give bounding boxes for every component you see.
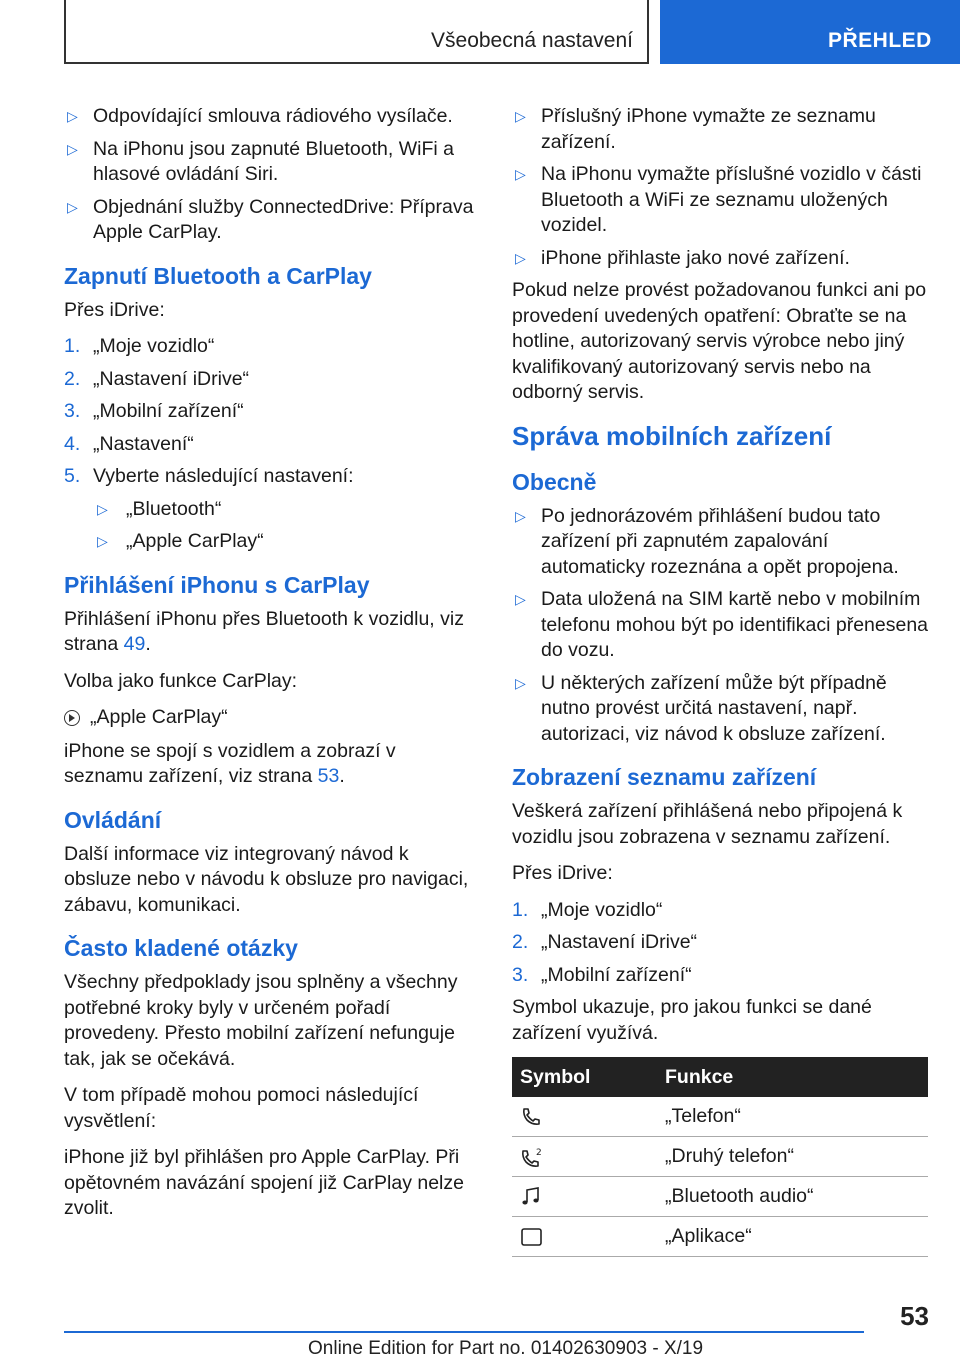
list-item: ▷ Objednání služby ConnectedDrive: Příprava Apple CarPlay. [67, 195, 474, 243]
list-item: ▷ Data uložená na SIM kartě nebo v mobilním telefonu mohou být po identifikaci přenesena do vozu. [515, 588, 929, 661]
via-idrive-label: Přes iDrive: [64, 298, 165, 321]
login-text: Přihlášení iPhonu přes Bluetooth k vozidlu, viz strana 49. [64, 607, 464, 655]
table-cell-function: „Druhý telefon“ [665, 1137, 928, 1177]
table-row [512, 1177, 928, 1217]
triangle-bullet-icon: ▷ [515, 249, 526, 266]
heading-device-list: Zobrazení seznamu zařízení [512, 764, 817, 790]
header-tab-box[interactable] [660, 0, 960, 64]
step-item: 3. „Mobilní zařízení“ [512, 963, 692, 986]
list-item: ▷ Po jednorázovém přihlášení budou tato zařízení při zapnutém zapalování automaticky rozeznána a opět propojena. [515, 504, 899, 578]
faq-paragraph: V tom případě mohou pomoci následující vysvětlení: [64, 1084, 419, 1132]
symbol-table [512, 1057, 928, 1257]
header-tab-overview[interactable]: PŘEHLED [828, 29, 932, 52]
table-row [512, 1217, 928, 1257]
list-item: ▷ Na iPhonu vymažte příslušné vozidlo v části Bluetooth a WiFi ze seznamu uložených vozidel. [515, 163, 922, 236]
header-section-title: Všeobecná nastavení [431, 29, 633, 52]
triangle-bullet-icon: ▷ [67, 198, 78, 215]
step-item: 1. „Moje vozidlo“ [512, 898, 663, 921]
fail-text: Pokud nelze provést požadovanou funkci ani po provedení uvedených opatření: Obraťte se na hotline, autorizovaný servis výrobce nebo jiný kvalifikovaný autorizovaný servis nebo na odborný servis. [512, 279, 927, 403]
table-header-row [512, 1057, 928, 1097]
table-cell-function: „Aplikace“ [665, 1217, 928, 1257]
step-item: 2. „Nastavení iDrive“ [64, 367, 250, 390]
symbol-text: Symbol ukazuje, pro jakou funkci se dané zařízení využívá. [512, 996, 872, 1044]
heading-bluetooth-carplay: Zapnutí Bluetooth a CarPlay [64, 262, 372, 289]
list-item: ▷ iPhone přihlaste jako nové zařízení. [512, 246, 928, 272]
substep-item: ▷ „Apple CarPlay“ [64, 529, 474, 555]
list-item: ▷ Na iPhonu jsou zapnuté Bluetooth, WiFi a hlasové ovládání Siri. [67, 137, 454, 185]
triangle-bullet-icon: ▷ [515, 591, 526, 607]
table-cell-function: „Bluetooth audio“ [665, 1177, 928, 1217]
table-header-function: Funkce [665, 1057, 928, 1097]
triangle-bullet-icon: ▷ [515, 108, 526, 124]
left-column [64, 104, 474, 1233]
choice-label: Volba jako funkce CarPlay: [64, 669, 298, 692]
triangle-bullet-icon: ▷ [515, 166, 526, 182]
faq-paragraph: iPhone již byl přihlášen pro Apple CarPlay. Při opětovném navázání spojení již CarPlay nelze zvolit. [64, 1146, 464, 1219]
heading-general: Obecně [512, 468, 597, 495]
triangle-bullet-icon: ▷ [515, 674, 526, 691]
step-item: 2. „Nastavení iDrive“ [512, 931, 698, 953]
faq-paragraph: Všechny předpoklady jsou splněny a všechny potřebné kroky byly v určeném pořadí provedeny. Přesto mobilní zařízení nefunguje tak, jak se očekává. [64, 971, 458, 1070]
triangle-bullet-icon: ▷ [97, 500, 108, 517]
list-item: ▷ U některých zařízení může být případně nutno provést určitá nastavení, např. autorizaci, viz návod k obsluze zařízení. [515, 671, 887, 745]
step-item: 3. „Mobilní zařízení“ [64, 400, 244, 422]
app-square-icon [520, 1226, 544, 1248]
via-idrive-label: Přes iDrive: [512, 862, 613, 884]
control-text: Další informace viz integrovaný návod k obsluze nebo v návodu k obsluze pro navigaci, zábavu, komunikaci. [64, 842, 469, 916]
table-row [512, 1097, 928, 1137]
triangle-bullet-icon: ▷ [67, 140, 78, 157]
connect-text: iPhone se spojí s vozidlem a zobrazí v seznamu zařízení, viz strana 53. [64, 739, 396, 787]
table-cell-function: „Telefon“ [665, 1097, 928, 1137]
music-note-icon [520, 1186, 542, 1208]
triangle-bullet-icon: ▷ [97, 533, 108, 549]
page-number: 53 [900, 1301, 929, 1331]
svg-text:2: 2 [536, 1147, 542, 1158]
table-row [512, 1137, 928, 1177]
triangle-bullet-icon: ▷ [67, 108, 78, 124]
footer-edition: Online Edition for Part no. 01402630903 - X/19 [308, 1338, 704, 1359]
page-link[interactable]: 53 [317, 765, 340, 787]
step-item: 1. „Moje vozidlo“ [64, 335, 215, 357]
table-header-symbol: Symbol [512, 1057, 665, 1097]
list-item: ▷ Odpovídající smlouva rádiového vysílače. [64, 104, 474, 130]
substep-item: ▷ „Bluetooth“ [64, 497, 474, 523]
header-section-box [64, 0, 649, 64]
controller-step: „Apple CarPlay“ [64, 705, 474, 731]
controller-press-icon [64, 710, 80, 726]
right-column [512, 104, 928, 1257]
footer-divider [64, 1331, 864, 1333]
heading-device-management: Správa mobilních zařízení [512, 420, 832, 451]
list-item: ▷ Příslušný iPhone vymažte ze seznamu zařízení. [515, 105, 876, 153]
page-link[interactable]: 49 [123, 633, 146, 655]
step-item: 4. „Nastavení“ [64, 432, 194, 455]
phone-icon [520, 1106, 542, 1128]
heading-iphone-login: Přihlášení iPhonu s CarPlay [64, 571, 370, 598]
heading-faq: Často kladené otázky [64, 935, 298, 961]
step-item: 5. Vyberte následující nastavení: [64, 465, 354, 487]
list-text: Veškerá zařízení přihlášená nebo připojená k vozidlu jsou zobrazena v seznamu zařízení. [512, 800, 903, 848]
heading-control: Ovládání [64, 806, 162, 833]
triangle-bullet-icon: ▷ [515, 507, 526, 524]
second-phone-icon [520, 1146, 544, 1168]
